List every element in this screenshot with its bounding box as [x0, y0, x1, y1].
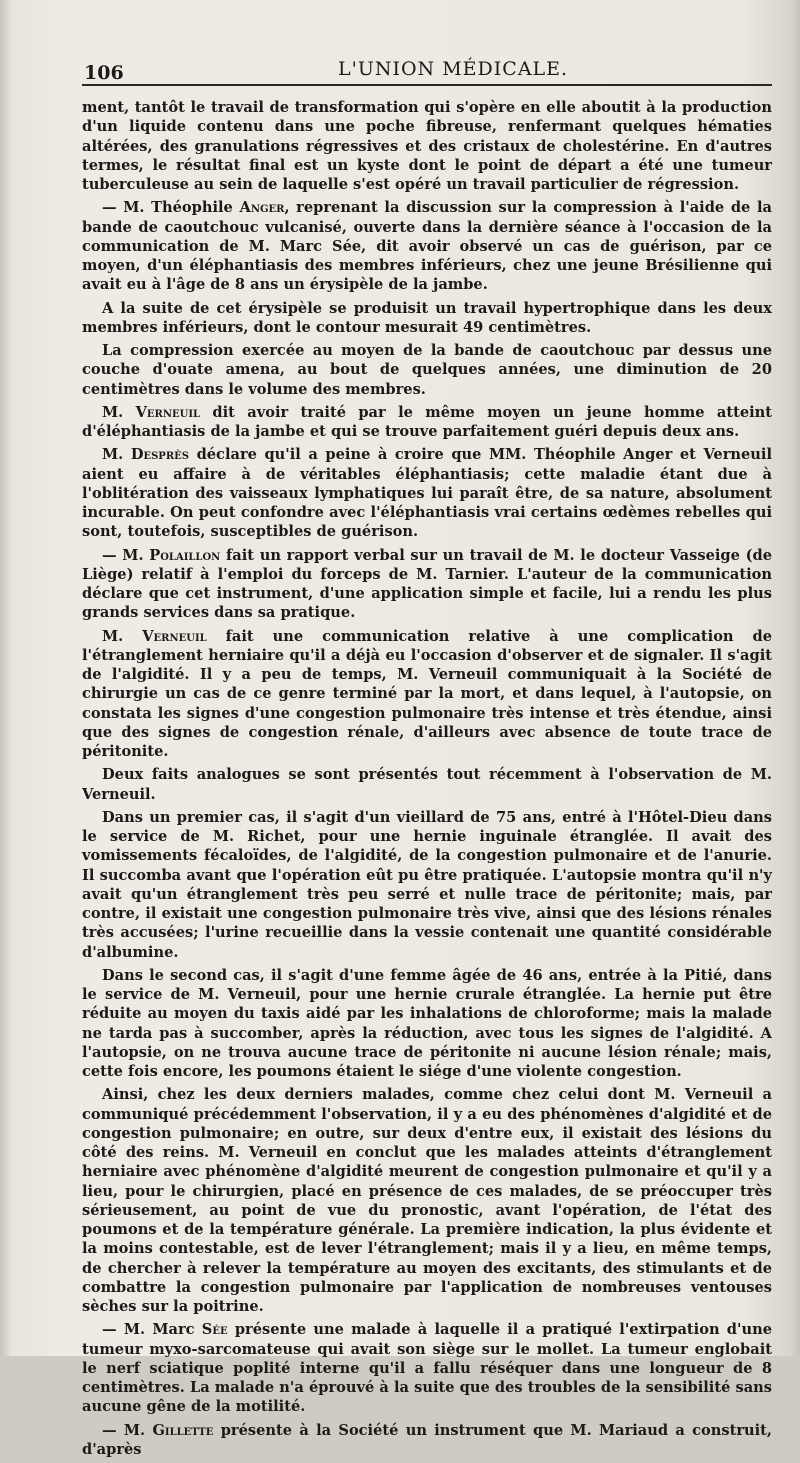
paragraph-text: fait un rapport verbal sur un travail de M. le docteur Vasseige (de Liège) relatif à l'emploi du forceps de M. Tarnier. L'auteur de la communication déclare que cet instrument, d'une application simple et facile, lui a rendu les plus grands services dans sa pratique.	[82, 547, 772, 622]
speaker-name: Gillette	[152, 1422, 213, 1439]
paragraph-text: ment, tantôt le travail de transformation qui s'opère en elle aboutit à la production d'un liquide contenu dans une poche fibreuse, renfermant quelques hématies altérées, des granulations régressives et des cristaux de cholestérine. En d'autres termes, le résultat final est un kyste dont le point de départ a été une tumeur tuberculeuse au sein de laquelle s'est opéré un travail particulier de régression.	[82, 99, 772, 193]
paragraph	[82, 1421, 772, 1463]
paragraph	[82, 808, 772, 966]
paragraph-prefix: M.	[102, 628, 142, 645]
paragraph	[82, 98, 772, 198]
paragraph-text: déclare qu'il a peine à croire que MM. Théophile Anger et Verneuil aient eu affaire à de véritables éléphantiasis; cette maladie étant due à l'oblitération des vaisseaux lymphatiques lui paraît être, de sa nature, absolument incurable. On peut confondre avec l'éléphantiasis vrai certains œdèmes rebelles qui sont, toutefois, susceptibles de guérison.	[82, 446, 772, 540]
paragraph-text: Ainsi, chez les deux derniers malades, comme chez celui dont M. Verneuil a communiqué précédemment l'observation, il y a eu des phénomènes d'algidité et de congestion pulmonaire; en outre, sur deux d'entre eux, il existait des lésions du côté des reins. M. Verneuil en conclut que les malades atteints d'étranglement herniaire avec phénomène d'algidité meurent de congestion pulmonaire et qu'il y a lieu, pour le chirurgien, placé en présence de ces malades, de se préoccuper très sérieusement, au point de vue du pronostic, avant l'opération, de l'état des poumons et de la température générale. La première indication, la plus évidente et la moins contestable, est de lever l'étranglement; mais il y a lieu, en même temps, de chercher à relever la température au moyen des excitants, des stimulants et de combattre la congestion pulmonaire par l'application de nombreuses ventouses sèches sur la poitrine.	[82, 1086, 772, 1315]
speaker-name: Sée	[202, 1321, 228, 1338]
speaker-name: Polaillon	[149, 547, 220, 564]
paragraph	[82, 299, 772, 342]
page-header	[82, 50, 772, 78]
paragraph-prefix: — M.	[102, 1422, 152, 1439]
paragraph-prefix: M.	[102, 404, 136, 421]
paragraph	[82, 445, 772, 545]
paragraph-text: A la suite de cet érysipèle se produisit un travail hypertrophique dans les deux membres inférieurs, dont le contour mesurait 49 centimètres.	[82, 300, 772, 336]
speaker-name: Anger	[240, 199, 285, 216]
paragraph	[82, 627, 772, 766]
paragraph-prefix: M.	[102, 446, 131, 463]
paragraph-prefix: — M. Marc	[102, 1321, 202, 1338]
header-rule	[82, 84, 772, 86]
paragraph	[82, 765, 772, 808]
paragraph-text: Dans un premier cas, il s'agit d'un vieillard de 75 ans, entré à l'Hôtel-Dieu dans le service de M. Richet, pour une hernie inguinale étranglée. Il avait des vomissements fécaloïdes, de l'algidité, de la congestion pulmonaire et de l'anurie. Il succomba avant que l'opération eût pu être pratiquée. L'autopsie montra qu'il n'y avait qu'un étranglement très peu serré et nulle trace de péritonite; mais, par contre, il existait une congestion pulmonaire très vive, ainsi que des lésions rénales très accusées; l'urine recueillie dans la vessie contenait une quantité considérable d'albumine.	[82, 809, 772, 961]
speaker-name: Verneuil	[142, 628, 206, 645]
speaker-name: Desprès	[131, 446, 189, 463]
paragraph-text: dit avoir traité par le même moyen un jeune homme atteint d'éléphantiasis de la jambe et qui se trouve parfaitement guéri depuis deux ans.	[82, 404, 772, 440]
paragraph-text: Deux faits analogues se sont présentés tout récemment à l'observation de M. Verneuil.	[82, 766, 772, 802]
paragraph	[82, 403, 772, 446]
paragraph-text: , reprenant la discussion sur la compression à l'aide de la bande de caoutchouc vulcanisé, ouverte dans la dernière séance à l'occasion de la communication de M. Marc Sée, dit avoir observé un cas de guérison, par ce moyen, d'un éléphantiasis des membres inférieurs, chez une jeune Brésilienne qui avait eu à l'âge de 8 ans un érysipèle de la jambe.	[82, 199, 772, 293]
paragraph-text: Dans le second cas, il s'agit d'une femme âgée de 46 ans, entrée à la Pitié, dans le service de M. Verneuil, pour une hernie crurale étranglée. La hernie put être réduite au moyen du taxis aidé par les inhalations de chloroforme; mais la malade ne tarda pas à succomber, après la réduction, avec tous les signes de l'algidité. A l'autopsie, on ne trouva aucune trace de péritonite ni aucune lésion rénale; mais, cette fois encore, les poumons étaient le siége d'une violente congestion.	[82, 967, 772, 1080]
paragraph-text: fait une communication relative à une complication de l'étranglement herniaire qu'il a déjà eu l'occasion d'observer et de signaler. Il s'agit de l'algidité. Il y a peu de temps, M. Verneuil communiquait à la Société de chirurgie un cas de ce genre terminé par la mort, et dans lequel, à l'autopsie, on constata les signes d'une congestion pulmonaire très intense et très étendue, ainsi que des signes de congestion rénale, d'ailleurs avec absence de toute trace de péritonite.	[82, 628, 772, 761]
running-title: L'UNION MÉDICALE.	[338, 58, 568, 80]
paragraph-text: présente à la Société un instrument que M. Mariaud a construit, d'après	[82, 1422, 772, 1458]
paragraph	[82, 966, 772, 1086]
paragraph-prefix: — M. Théophile	[102, 199, 240, 216]
paragraph-text: présente une malade à laquelle il a pratiqué l'extirpation d'une tumeur myxo-sarcomateuse qui avait son siège sur le mollet. La tumeur englobait le nerf sciatique poplité interne qu'il a fallu réséquer dans une longueur de 8 centimètres. La malade n'a éprouvé à la suite que des troubles de la sensibilité sans aucune gêne de la motilité.	[82, 1321, 772, 1415]
paragraph	[82, 1320, 772, 1420]
paragraph	[82, 1085, 772, 1320]
article-body	[82, 98, 772, 1463]
paragraph-text: La compression exercée au moyen de la bande de caoutchouc par dessus une couche d'ouate amena, au bout de quelques années, une diminution de 20 centimètres dans le volume des membres.	[82, 342, 772, 398]
paragraph	[82, 341, 772, 403]
speaker-name: Verneuil	[136, 404, 200, 421]
paragraph	[82, 546, 772, 627]
paragraph-prefix: — M.	[102, 547, 149, 564]
paragraph	[82, 198, 772, 298]
page-number: 106	[84, 62, 124, 84]
